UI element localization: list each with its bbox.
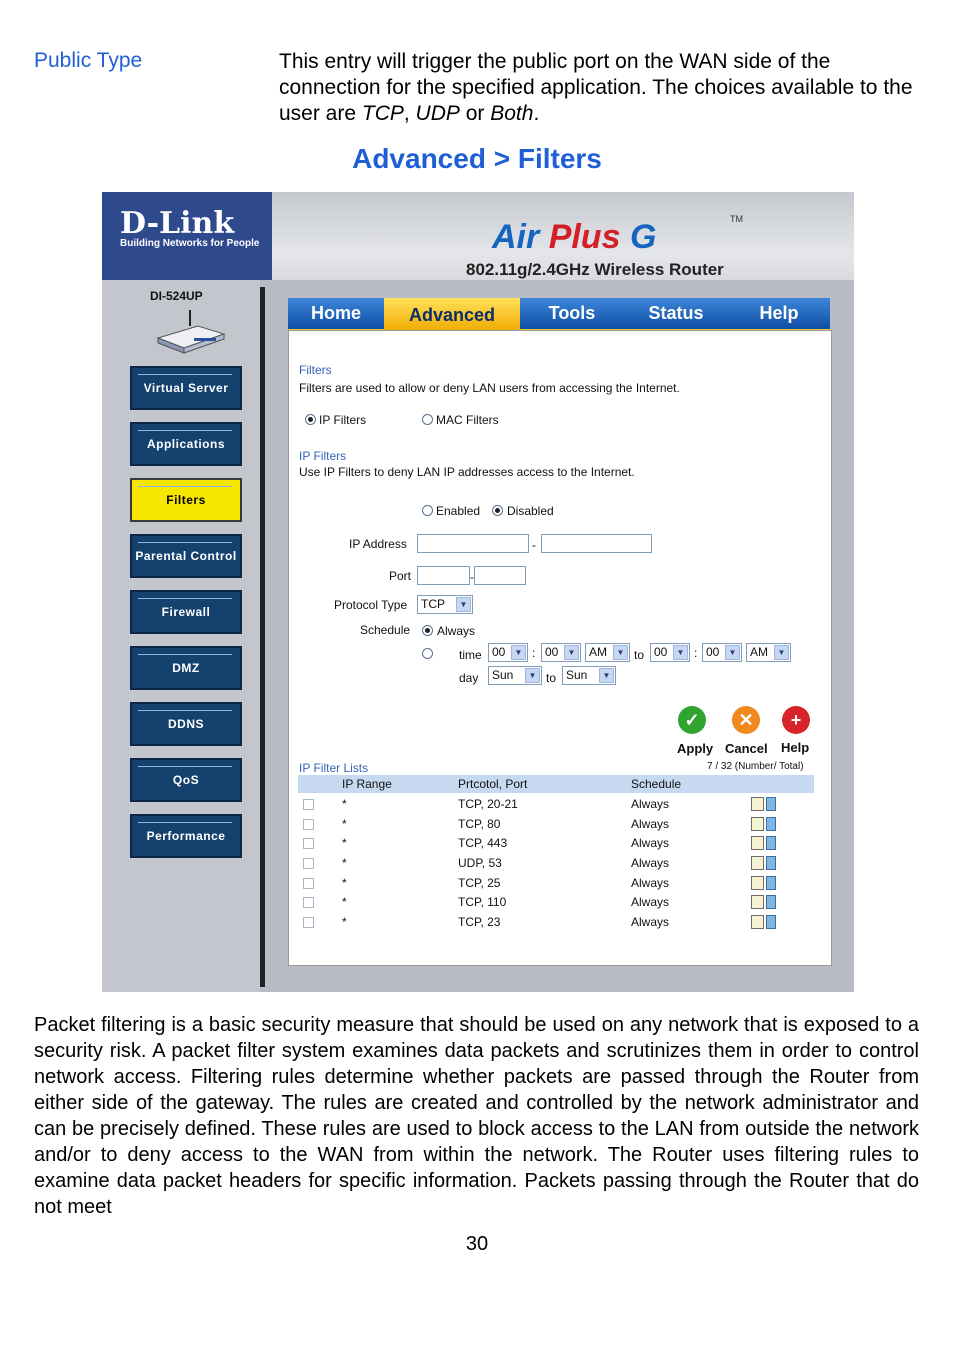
time-to-minute-select[interactable]: 00 ▼ — [702, 643, 742, 662]
trash-icon[interactable] — [766, 836, 776, 850]
nav-applications[interactable]: Applications — [130, 422, 242, 466]
row-checkbox[interactable] — [303, 819, 314, 830]
time-from-hour-select[interactable]: 00 ▼ — [488, 643, 528, 662]
column-divider — [260, 287, 265, 987]
chevron-down-icon: ▼ — [673, 645, 688, 660]
row-schedule: Always — [631, 817, 670, 831]
edit-icon[interactable] — [751, 797, 764, 811]
col-protocol-port: Prtcotol, Port — [458, 777, 528, 791]
product-logo: Air Plus G — [492, 218, 657, 256]
apply-label[interactable]: Apply — [677, 741, 714, 756]
trash-icon[interactable] — [766, 817, 776, 831]
time-label: time — [459, 648, 482, 662]
nav-dmz[interactable]: DMZ — [130, 646, 242, 690]
ip-filter-lists-count: 7 / 32 (Number/ Total) — [707, 761, 804, 772]
chevron-down-icon: ▼ — [511, 645, 526, 660]
row-protocol-port: TCP, 110 — [458, 895, 507, 909]
day-to-select[interactable]: Sun ▼ — [562, 666, 616, 685]
col-ip-range: IP Range — [342, 777, 392, 791]
row-checkbox[interactable] — [303, 897, 314, 908]
tab-help[interactable]: Help — [728, 298, 830, 332]
table-row — [298, 815, 814, 834]
day-label: day — [459, 671, 479, 685]
nav-performance[interactable]: Performance — [130, 814, 242, 858]
day-to-label: to — [546, 671, 557, 685]
ip-filters-heading: IP Filters — [299, 449, 347, 463]
mac-filters-radio[interactable] — [422, 414, 433, 425]
chevron-down-icon: ▼ — [774, 645, 789, 660]
trash-icon[interactable] — [766, 856, 776, 870]
day-from-select[interactable]: Sun ▼ — [488, 666, 542, 685]
body-paragraph: Packet filtering is a basic security measure that should be used on any network that is exposed to a security risk. A packet filter system examines data packets and scrutinizes them in order to control network access. Filtering rules determine whether packets are passed through the Router from either side of the gateway. The rules are created and controlled by the network administrator and can be precisely defined. These rules are used to block access to the LAN from outside the network and/or to deny access to the WAN from within the network. The Router uses filtering rules to examine data packet headers for specific information. Packets passing through the Router that do not meet — [34, 1014, 919, 1218]
tab-advanced[interactable]: Advanced — [384, 298, 520, 332]
time-from-minute-select[interactable]: 00 ▼ — [541, 643, 581, 662]
time-to-ampm-select[interactable]: AM ▼ — [746, 643, 791, 662]
nav-qos[interactable]: QoS — [130, 758, 242, 802]
schedule-custom-radio[interactable] — [422, 648, 433, 659]
chevron-down-icon: ▼ — [525, 668, 540, 683]
chevron-down-icon: ▼ — [456, 597, 471, 612]
model-label: DI-524UP — [150, 289, 203, 303]
ip-filters-radio-label: IP Filters — [319, 413, 367, 427]
row-checkbox[interactable] — [303, 799, 314, 810]
trademark-mark: TM — [730, 214, 743, 224]
row-protocol-port: TCP, 25 — [458, 876, 501, 890]
protocol-type-label: Protocol Type — [334, 598, 408, 612]
edit-icon[interactable] — [751, 895, 764, 909]
enabled-label: Enabled — [436, 504, 481, 518]
ip-address-end-input[interactable] — [541, 534, 652, 553]
row-protocol-port: TCP, 80 — [458, 817, 501, 831]
router-screenshot — [102, 192, 854, 992]
time-colon: : — [532, 646, 536, 660]
cancel-label[interactable]: Cancel — [725, 741, 768, 756]
table-row — [298, 854, 814, 873]
row-protocol-port: TCP, 20-21 — [458, 797, 518, 811]
row-protocol-port: TCP, 443 — [458, 836, 508, 850]
nav-filters[interactable]: Filters — [130, 478, 242, 522]
row-protocol-port: TCP, 23 — [458, 915, 501, 929]
nav-ddns[interactable]: DDNS — [130, 702, 242, 746]
ip-filter-lists-heading: IP Filter Lists — [299, 761, 369, 775]
port-start-input[interactable] — [417, 566, 470, 585]
nav-firewall[interactable]: Firewall — [130, 590, 242, 634]
schedule-label: Schedule — [360, 623, 411, 637]
mac-filters-radio-label: MAC Filters — [436, 413, 499, 427]
trash-icon[interactable] — [766, 876, 776, 890]
tab-home[interactable]: Home — [288, 298, 384, 332]
row-ip-range: * — [342, 817, 347, 831]
row-schedule: Always — [631, 915, 670, 929]
tab-status[interactable]: Status — [624, 298, 728, 332]
disabled-radio[interactable] — [492, 505, 503, 516]
tab-tools[interactable]: Tools — [520, 298, 624, 332]
ip-address-start-input[interactable] — [417, 534, 529, 553]
edit-icon[interactable] — [751, 876, 764, 890]
port-label: Port — [389, 569, 412, 583]
chevron-down-icon: ▼ — [564, 645, 579, 660]
page-number: 30 — [465, 1233, 489, 1255]
row-checkbox[interactable] — [303, 838, 314, 849]
apply-icon[interactable]: ✓ — [678, 706, 706, 734]
row-ip-range: * — [342, 895, 347, 909]
row-schedule: Always — [631, 836, 670, 850]
port-dash: - — [470, 570, 474, 584]
chevron-down-icon: ▼ — [725, 645, 740, 660]
dlink-logo: D-Link — [120, 206, 235, 241]
top-tabs — [288, 298, 830, 332]
time-to-label: to — [634, 648, 645, 662]
router-image-icon — [154, 308, 228, 354]
edit-icon[interactable] — [751, 856, 764, 870]
port-end-input[interactable] — [474, 566, 526, 585]
table-row — [298, 834, 814, 853]
trash-icon[interactable] — [766, 915, 776, 929]
row-protocol-port: UDP, 53 — [458, 856, 502, 870]
ip-address-dash: - — [532, 538, 536, 552]
time-from-ampm-select[interactable]: AM ▼ — [585, 643, 630, 662]
nav-virtual-server[interactable]: Virtual Server — [130, 366, 242, 410]
schedule-always-label: Always — [437, 624, 476, 638]
time-to-hour-select[interactable]: 00 ▼ — [650, 643, 690, 662]
row-ip-range: * — [342, 876, 347, 890]
row-schedule: Always — [631, 797, 670, 811]
help-label[interactable]: Help — [781, 740, 810, 755]
section-title: Advanced > Filters — [352, 143, 602, 174]
col-schedule: Schedule — [631, 777, 682, 791]
help-icon[interactable]: + — [782, 706, 810, 734]
dlink-tagline: Building Networks for People — [120, 238, 260, 249]
ip-filter-list-header — [298, 775, 814, 793]
edit-icon[interactable] — [751, 915, 764, 929]
trash-icon[interactable] — [766, 895, 776, 909]
row-checkbox[interactable] — [303, 878, 314, 889]
row-checkbox[interactable] — [303, 917, 314, 928]
disabled-label: Disabled — [507, 504, 554, 518]
time-to-colon: : — [694, 646, 698, 660]
nav-parental-control[interactable]: Parental Control — [130, 534, 242, 578]
enabled-radio[interactable] — [422, 505, 433, 516]
schedule-always-radio[interactable] — [422, 625, 433, 636]
edit-icon[interactable] — [751, 817, 764, 831]
public-type-label: Public Type — [34, 49, 143, 72]
chevron-down-icon: ▼ — [613, 645, 628, 660]
row-schedule: Always — [631, 876, 670, 890]
cancel-icon[interactable]: ✕ — [732, 706, 760, 734]
product-subtitle: 802.11g/2.4GHz Wireless Router — [466, 260, 724, 279]
ip-filters-radio[interactable] — [305, 414, 316, 425]
filters-description: Filters are used to allow or deny LAN users from accessing the Internet. — [299, 381, 680, 395]
row-ip-range: * — [342, 856, 347, 870]
ip-filters-description: Use IP Filters to deny LAN IP addresses access to the Internet. — [299, 465, 635, 479]
trash-icon[interactable] — [766, 797, 776, 811]
chevron-down-icon: ▼ — [599, 668, 614, 683]
row-ip-range: * — [342, 797, 347, 811]
table-row — [298, 913, 814, 932]
row-ip-range: * — [342, 915, 347, 929]
protocol-type-select[interactable]: TCP ▼ — [417, 595, 473, 614]
row-checkbox[interactable] — [303, 858, 314, 869]
row-schedule: Always — [631, 856, 670, 870]
public-type-description: This entry will trigger the public port on the WAN side of the connection for the specified application. The choices available to the user are TCP, UDP or Both. — [279, 50, 913, 125]
table-row — [298, 893, 814, 912]
filters-heading: Filters — [299, 363, 332, 377]
table-row — [298, 795, 814, 814]
ip-address-label: IP Address — [349, 537, 407, 551]
table-row — [298, 874, 814, 893]
row-schedule: Always — [631, 895, 670, 909]
row-ip-range: * — [342, 836, 347, 850]
edit-icon[interactable] — [751, 836, 764, 850]
